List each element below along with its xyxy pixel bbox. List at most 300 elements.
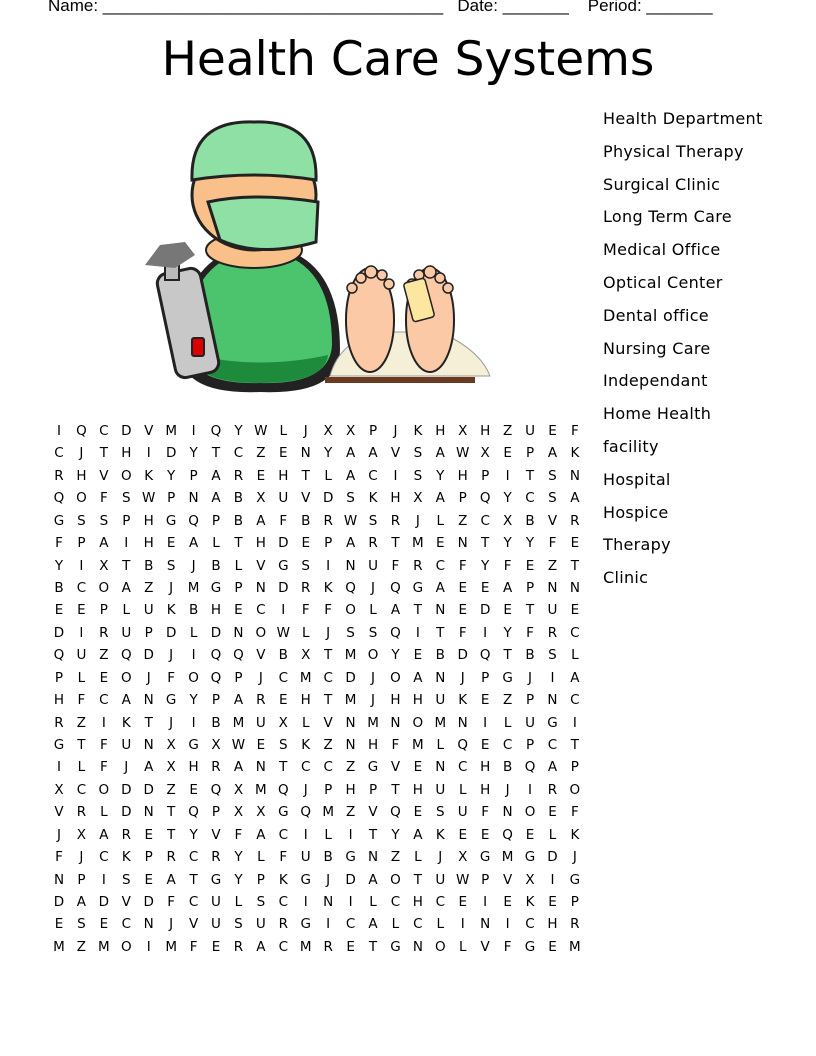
grid-letter[interactable]: L: [234, 894, 243, 911]
grid-letter[interactable]: N: [547, 580, 558, 596]
grid-letter[interactable]: K: [323, 580, 333, 596]
grid-letter[interactable]: E: [480, 737, 490, 754]
grid-letter[interactable]: E: [413, 647, 423, 664]
grid-letter[interactable]: N: [457, 535, 468, 552]
grid-letter[interactable]: E: [525, 826, 535, 843]
grid-letter[interactable]: O: [390, 669, 401, 686]
grid-letter[interactable]: C: [435, 557, 446, 574]
grid-letter[interactable]: E: [503, 445, 512, 462]
grid-letter[interactable]: Q: [479, 647, 491, 664]
grid-letter[interactable]: V: [547, 512, 558, 529]
grid-letter[interactable]: C: [99, 423, 109, 439]
grid-letter[interactable]: A: [345, 467, 356, 484]
grid-letter[interactable]: N: [435, 759, 446, 776]
grid-letter[interactable]: Z: [76, 714, 87, 731]
grid-letter[interactable]: D: [143, 781, 154, 798]
grid-letter[interactable]: H: [255, 535, 266, 552]
grid-letter[interactable]: K: [301, 737, 311, 754]
grid-letter[interactable]: R: [570, 916, 580, 933]
grid-letter[interactable]: E: [458, 580, 467, 596]
grid-letter[interactable]: G: [165, 692, 177, 709]
grid-letter[interactable]: P: [211, 512, 221, 529]
grid-letter[interactable]: U: [435, 871, 446, 888]
grid-letter[interactable]: E: [166, 535, 176, 552]
grid-letter[interactable]: T: [234, 535, 243, 552]
grid-letter[interactable]: F: [391, 557, 400, 574]
grid-letter[interactable]: R: [547, 781, 558, 798]
grid-letter[interactable]: I: [348, 894, 353, 911]
grid-letter[interactable]: H: [76, 467, 87, 484]
grid-letter[interactable]: I: [393, 467, 398, 484]
grid-letter[interactable]: P: [324, 781, 333, 798]
grid-letter[interactable]: F: [481, 804, 490, 821]
grid-letter[interactable]: U: [121, 624, 132, 641]
grid-letter[interactable]: T: [391, 535, 400, 552]
grid-letter[interactable]: C: [413, 916, 423, 933]
grid-letter[interactable]: E: [54, 602, 64, 619]
grid-letter[interactable]: E: [570, 535, 580, 552]
grid-letter[interactable]: L: [279, 423, 288, 439]
grid-letter[interactable]: N: [143, 692, 154, 709]
grid-letter[interactable]: H: [121, 445, 132, 462]
grid-letter[interactable]: H: [300, 692, 311, 709]
grid-letter[interactable]: I: [505, 916, 510, 933]
grid-letter[interactable]: Z: [144, 580, 154, 596]
grid-letter[interactable]: X: [256, 804, 266, 821]
grid-letter[interactable]: A: [547, 445, 558, 462]
grid-letter[interactable]: C: [368, 467, 378, 484]
grid-letter[interactable]: I: [191, 647, 196, 664]
grid-letter[interactable]: J: [438, 849, 443, 866]
grid-letter[interactable]: S: [548, 647, 557, 664]
grid-letter[interactable]: I: [550, 871, 555, 888]
grid-letter[interactable]: C: [99, 849, 109, 866]
grid-letter[interactable]: J: [146, 669, 151, 686]
grid-letter[interactable]: N: [143, 737, 154, 754]
grid-letter[interactable]: K: [166, 602, 176, 619]
grid-letter[interactable]: R: [99, 624, 109, 641]
grid-letter[interactable]: D: [121, 804, 132, 821]
grid-letter[interactable]: A: [256, 938, 266, 955]
grid-letter[interactable]: J: [371, 669, 375, 686]
grid-letter[interactable]: P: [324, 535, 333, 552]
grid-letter[interactable]: W: [276, 624, 290, 641]
grid-letter[interactable]: B: [525, 647, 535, 664]
grid-letter[interactable]: Q: [233, 647, 244, 664]
grid-letter[interactable]: L: [436, 512, 445, 529]
grid-letter[interactable]: J: [191, 557, 196, 574]
grid-letter[interactable]: P: [525, 692, 535, 709]
grid-letter[interactable]: A: [233, 692, 244, 709]
grid-letter[interactable]: R: [256, 692, 266, 709]
grid-letter[interactable]: A: [166, 871, 176, 888]
grid-letter[interactable]: T: [436, 624, 445, 641]
grid-letter[interactable]: F: [279, 849, 288, 866]
grid-letter[interactable]: J: [505, 781, 510, 798]
grid-letter[interactable]: P: [234, 580, 243, 596]
grid-letter[interactable]: I: [191, 423, 196, 439]
grid-letter[interactable]: V: [390, 759, 401, 776]
grid-letter[interactable]: U: [435, 692, 446, 709]
grid-letter[interactable]: C: [390, 894, 401, 911]
grid-letter[interactable]: E: [480, 692, 490, 709]
grid-letter[interactable]: H: [390, 490, 401, 507]
grid-letter[interactable]: I: [101, 714, 106, 731]
grid-letter[interactable]: N: [457, 714, 468, 731]
grid-letter[interactable]: A: [502, 580, 513, 596]
grid-letter[interactable]: O: [120, 669, 132, 686]
grid-letter[interactable]: Q: [524, 759, 536, 776]
grid-letter[interactable]: N: [390, 714, 401, 731]
grid-letter[interactable]: C: [323, 669, 333, 686]
grid-letter[interactable]: T: [481, 535, 490, 552]
grid-letter[interactable]: E: [548, 804, 557, 821]
grid-letter[interactable]: L: [212, 535, 220, 552]
grid-letter[interactable]: M: [255, 781, 267, 798]
grid-letter[interactable]: U: [121, 737, 132, 754]
grid-letter[interactable]: R: [390, 512, 401, 529]
grid-letter[interactable]: I: [483, 894, 488, 911]
grid-letter[interactable]: I: [124, 535, 129, 552]
grid-letter[interactable]: K: [413, 423, 423, 439]
grid-letter[interactable]: J: [169, 714, 174, 731]
grid-letter[interactable]: Y: [167, 467, 176, 484]
grid-letter[interactable]: X: [278, 714, 288, 731]
grid-letter[interactable]: C: [76, 580, 87, 596]
grid-letter[interactable]: R: [211, 759, 221, 776]
grid-letter[interactable]: Q: [210, 669, 222, 686]
grid-letter[interactable]: F: [458, 624, 467, 641]
grid-letter[interactable]: Y: [54, 557, 64, 574]
grid-letter[interactable]: J: [169, 580, 174, 596]
grid-letter[interactable]: P: [144, 624, 153, 641]
grid-letter[interactable]: F: [55, 535, 63, 552]
grid-letter[interactable]: Z: [547, 557, 558, 574]
grid-letter[interactable]: F: [55, 849, 63, 866]
grid-letter[interactable]: G: [524, 938, 536, 955]
grid-letter[interactable]: T: [525, 467, 535, 484]
grid-letter[interactable]: H: [143, 512, 154, 529]
grid-letter[interactable]: A: [390, 602, 401, 619]
grid-letter[interactable]: P: [481, 669, 490, 686]
grid-letter[interactable]: B: [54, 580, 64, 596]
grid-letter[interactable]: A: [368, 871, 378, 888]
grid-letter[interactable]: W: [456, 445, 470, 462]
grid-letter[interactable]: P: [189, 467, 198, 484]
grid-letter[interactable]: Y: [481, 557, 490, 574]
grid-letter[interactable]: M: [367, 714, 379, 731]
grid-letter[interactable]: J: [326, 871, 331, 888]
grid-letter[interactable]: T: [391, 781, 400, 798]
grid-letter[interactable]: L: [257, 849, 265, 866]
grid-letter[interactable]: N: [569, 467, 580, 484]
grid-letter[interactable]: C: [570, 692, 580, 709]
grid-letter[interactable]: N: [143, 804, 154, 821]
grid-letter[interactable]: H: [480, 781, 491, 798]
grid-letter[interactable]: I: [528, 781, 532, 798]
grid-letter[interactable]: I: [146, 938, 151, 955]
grid-letter[interactable]: S: [346, 490, 355, 507]
grid-letter[interactable]: A: [99, 826, 109, 843]
grid-letter[interactable]: L: [391, 916, 400, 933]
grid-letter[interactable]: I: [550, 669, 555, 686]
grid-letter[interactable]: L: [324, 467, 332, 484]
grid-letter[interactable]: W: [456, 871, 470, 888]
grid-letter[interactable]: G: [345, 849, 356, 866]
grid-letter[interactable]: F: [234, 826, 243, 843]
grid-letter[interactable]: F: [570, 804, 579, 821]
grid-letter[interactable]: G: [479, 849, 491, 866]
grid-letter[interactable]: T: [525, 602, 535, 619]
grid-letter[interactable]: X: [76, 826, 87, 843]
grid-letter[interactable]: J: [79, 849, 84, 866]
grid-letter[interactable]: D: [98, 894, 110, 911]
grid-letter[interactable]: T: [368, 938, 378, 955]
grid-letter[interactable]: C: [323, 759, 333, 776]
grid-letter[interactable]: A: [368, 916, 378, 933]
grid-letter[interactable]: C: [525, 916, 535, 933]
grid-letter[interactable]: X: [166, 737, 176, 754]
grid-letter[interactable]: P: [77, 535, 86, 552]
grid-letter[interactable]: O: [98, 580, 110, 596]
grid-letter[interactable]: Y: [503, 535, 512, 552]
grid-letter[interactable]: U: [278, 490, 289, 507]
grid-letter[interactable]: R: [413, 557, 423, 574]
grid-letter[interactable]: M: [569, 938, 581, 955]
grid-letter[interactable]: A: [547, 759, 558, 776]
grid-letter[interactable]: N: [435, 602, 446, 619]
grid-letter[interactable]: I: [57, 759, 61, 776]
grid-letter[interactable]: L: [189, 624, 198, 641]
grid-letter[interactable]: U: [300, 849, 311, 866]
grid-letter[interactable]: S: [301, 557, 310, 574]
grid-letter[interactable]: D: [143, 647, 154, 664]
grid-letter[interactable]: S: [99, 512, 109, 529]
grid-letter[interactable]: X: [54, 781, 64, 798]
grid-letter[interactable]: E: [234, 602, 243, 619]
grid-letter[interactable]: O: [569, 781, 581, 798]
grid-letter[interactable]: Y: [189, 445, 198, 462]
grid-letter[interactable]: N: [547, 692, 558, 709]
grid-letter[interactable]: S: [548, 490, 557, 507]
grid-letter[interactable]: P: [368, 423, 378, 439]
grid-letter[interactable]: E: [346, 938, 355, 955]
grid-letter[interactable]: I: [460, 916, 465, 933]
grid-letter[interactable]: S: [121, 871, 131, 888]
grid-letter[interactable]: J: [258, 669, 263, 686]
grid-letter[interactable]: E: [548, 938, 557, 955]
grid-letter[interactable]: S: [121, 490, 131, 507]
grid-letter[interactable]: D: [479, 602, 491, 619]
grid-letter[interactable]: E: [458, 602, 467, 619]
grid-letter[interactable]: G: [165, 512, 177, 529]
grid-letter[interactable]: T: [301, 467, 310, 484]
grid-letter[interactable]: Q: [502, 826, 513, 843]
grid-letter[interactable]: C: [256, 602, 266, 619]
grid-letter[interactable]: J: [124, 759, 129, 776]
grid-letter[interactable]: O: [345, 602, 356, 619]
grid-letter[interactable]: V: [256, 647, 266, 664]
grid-letter[interactable]: Q: [390, 624, 401, 641]
grid-letter[interactable]: O: [434, 938, 446, 955]
grid-letter[interactable]: E: [301, 535, 310, 552]
grid-letter[interactable]: O: [390, 871, 401, 888]
grid-letter[interactable]: X: [166, 759, 176, 776]
grid-letter[interactable]: F: [189, 938, 198, 955]
grid-letter[interactable]: F: [167, 669, 176, 686]
grid-letter[interactable]: V: [368, 804, 378, 821]
grid-letter[interactable]: H: [457, 467, 468, 484]
grid-letter[interactable]: E: [413, 759, 423, 776]
grid-letter[interactable]: Y: [234, 871, 243, 888]
grid-letter[interactable]: L: [77, 669, 86, 686]
grid-letter[interactable]: E: [525, 557, 535, 574]
grid-letter[interactable]: V: [144, 423, 154, 439]
grid-letter[interactable]: S: [368, 512, 378, 529]
grid-letter[interactable]: A: [121, 692, 131, 709]
grid-letter[interactable]: C: [525, 490, 535, 507]
grid-letter[interactable]: C: [547, 737, 558, 754]
grid-letter[interactable]: W: [343, 512, 358, 529]
grid-letter[interactable]: D: [143, 894, 154, 911]
grid-letter[interactable]: Y: [234, 849, 243, 866]
grid-letter[interactable]: Y: [189, 692, 198, 709]
grid-letter[interactable]: J: [326, 624, 331, 641]
grid-letter[interactable]: Z: [166, 781, 176, 798]
grid-letter[interactable]: Q: [210, 647, 222, 664]
grid-letter[interactable]: N: [345, 557, 356, 574]
grid-letter[interactable]: D: [210, 624, 222, 641]
grid-letter[interactable]: F: [324, 602, 333, 619]
grid-letter[interactable]: R: [368, 535, 378, 552]
grid-letter[interactable]: Q: [120, 647, 132, 664]
grid-letter[interactable]: B: [278, 647, 288, 664]
grid-letter[interactable]: H: [188, 759, 199, 776]
grid-letter[interactable]: P: [525, 580, 535, 596]
grid-letter[interactable]: Q: [345, 580, 356, 596]
grid-letter[interactable]: R: [233, 938, 244, 955]
grid-letter[interactable]: M: [344, 647, 357, 664]
grid-letter[interactable]: E: [480, 580, 490, 596]
grid-letter[interactable]: P: [54, 669, 64, 686]
grid-letter[interactable]: C: [480, 512, 490, 529]
grid-letter[interactable]: M: [299, 938, 312, 955]
grid-letter[interactable]: J: [79, 445, 84, 462]
grid-letter[interactable]: S: [279, 737, 288, 754]
grid-letter[interactable]: N: [233, 624, 244, 641]
grid-letter[interactable]: A: [233, 759, 244, 776]
grid-letter[interactable]: C: [76, 781, 87, 798]
grid-letter[interactable]: R: [323, 512, 333, 529]
grid-letter[interactable]: T: [99, 445, 108, 462]
grid-letter[interactable]: D: [457, 647, 468, 664]
grid-letter[interactable]: M: [344, 692, 357, 709]
grid-letter[interactable]: E: [144, 871, 153, 888]
grid-letter[interactable]: I: [79, 624, 84, 641]
grid-letter[interactable]: X: [99, 557, 109, 574]
grid-letter[interactable]: C: [54, 445, 64, 462]
grid-letter[interactable]: G: [300, 916, 311, 933]
grid-letter[interactable]: E: [189, 781, 198, 798]
grid-letter[interactable]: H: [345, 781, 356, 798]
grid-letter[interactable]: H: [412, 781, 423, 798]
grid-letter[interactable]: D: [322, 490, 334, 507]
grid-letter[interactable]: T: [122, 557, 131, 574]
grid-letter[interactable]: A: [345, 445, 356, 462]
grid-letter[interactable]: Q: [300, 804, 312, 821]
grid-letter[interactable]: C: [435, 894, 446, 911]
grid-letter[interactable]: V: [301, 490, 311, 507]
grid-letter[interactable]: Q: [390, 804, 401, 821]
grid-letter[interactable]: O: [120, 938, 132, 955]
grid-letter[interactable]: Q: [210, 423, 222, 439]
grid-letter[interactable]: M: [412, 737, 424, 754]
grid-letter[interactable]: B: [144, 557, 154, 574]
grid-letter[interactable]: M: [165, 938, 177, 955]
grid-letter[interactable]: L: [436, 916, 445, 933]
grid-letter[interactable]: F: [548, 535, 557, 552]
grid-letter[interactable]: Y: [189, 826, 198, 843]
grid-letter[interactable]: F: [99, 759, 108, 776]
grid-letter[interactable]: H: [367, 737, 379, 754]
grid-letter[interactable]: R: [211, 849, 221, 866]
grid-letter[interactable]: F: [391, 737, 400, 754]
grid-letter[interactable]: I: [483, 714, 488, 731]
grid-letter[interactable]: F: [99, 737, 108, 754]
grid-letter[interactable]: T: [144, 714, 153, 731]
grid-letter[interactable]: R: [278, 916, 288, 933]
grid-letter[interactable]: K: [458, 692, 468, 709]
grid-letter[interactable]: Q: [457, 737, 469, 754]
grid-letter[interactable]: O: [524, 804, 536, 821]
grid-letter[interactable]: G: [53, 512, 65, 529]
grid-letter[interactable]: M: [501, 849, 514, 866]
grid-letter[interactable]: S: [256, 894, 266, 911]
grid-letter[interactable]: R: [323, 938, 333, 955]
grid-letter[interactable]: A: [144, 759, 154, 776]
grid-letter[interactable]: Z: [345, 759, 356, 776]
grid-letter[interactable]: K: [525, 894, 535, 911]
grid-letter[interactable]: M: [299, 669, 312, 686]
grid-letter[interactable]: P: [525, 445, 535, 462]
grid-letter[interactable]: N: [367, 849, 379, 866]
grid-letter[interactable]: A: [435, 580, 445, 596]
grid-letter[interactable]: L: [324, 826, 332, 843]
grid-letter[interactable]: Y: [234, 423, 243, 439]
grid-letter[interactable]: G: [502, 669, 513, 686]
grid-letter[interactable]: T: [167, 826, 176, 843]
grid-letter[interactable]: M: [187, 580, 200, 596]
grid-letter[interactable]: A: [188, 535, 199, 552]
grid-letter[interactable]: G: [412, 580, 424, 596]
grid-letter[interactable]: A: [99, 535, 109, 552]
grid-letter[interactable]: M: [322, 804, 334, 821]
grid-letter[interactable]: T: [324, 647, 333, 664]
grid-letter[interactable]: Z: [458, 512, 468, 529]
grid-letter[interactable]: E: [458, 826, 467, 843]
grid-letter[interactable]: H: [412, 692, 423, 709]
grid-letter[interactable]: L: [122, 602, 131, 619]
grid-letter[interactable]: H: [143, 535, 154, 552]
grid-letter[interactable]: N: [143, 916, 154, 933]
grid-letter[interactable]: U: [211, 894, 221, 911]
grid-letter[interactable]: Z: [99, 647, 109, 664]
grid-letter[interactable]: W: [231, 737, 246, 754]
grid-letter[interactable]: O: [367, 647, 379, 664]
grid-letter[interactable]: N: [188, 490, 199, 507]
grid-letter[interactable]: T: [77, 737, 86, 754]
grid-letter[interactable]: F: [526, 624, 534, 641]
